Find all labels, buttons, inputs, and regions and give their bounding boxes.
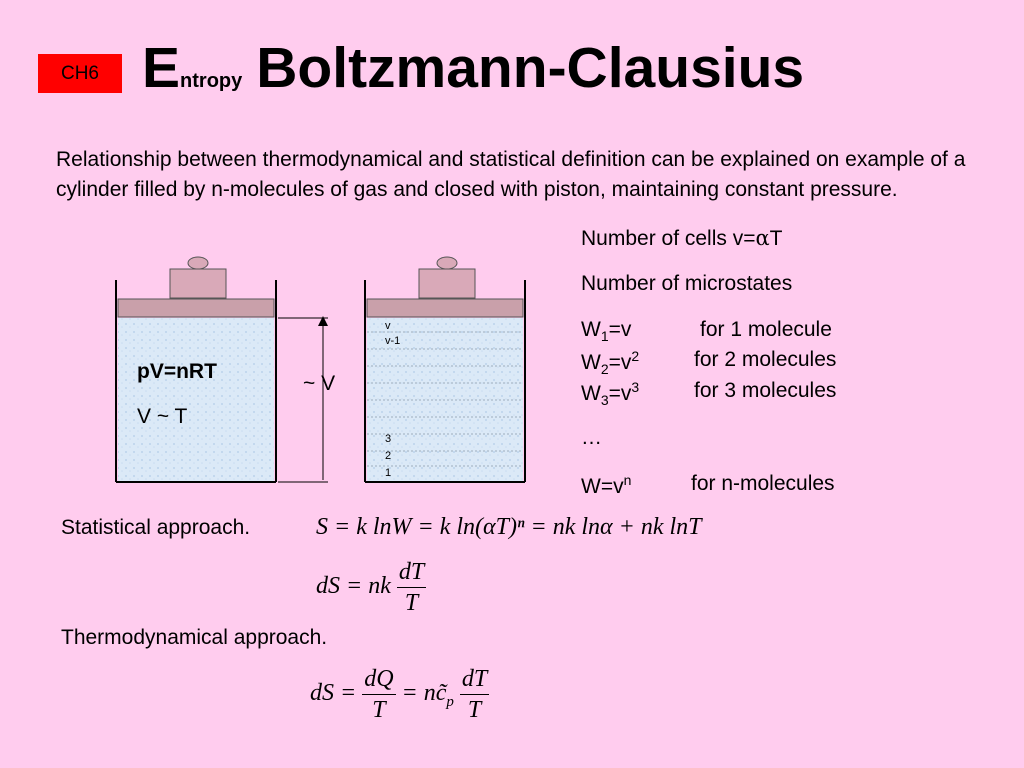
cell-label-3: 3	[385, 433, 392, 445]
entropy-differential-thermodynamical: dS = $\frac{dQ}{T}$ = $nc̃_p$ $\frac{dT}{T}$	[310, 666, 488, 723]
microstate-desc-3: for 3 molecules	[694, 379, 837, 402]
proportionality-label: V ~ T	[137, 405, 188, 428]
number-of-cells: Number of cells v=αT	[581, 226, 783, 250]
piston-weight	[419, 269, 475, 298]
entropy-differential-statistical: dS = nk $\frac{dT}{T}$	[316, 559, 425, 616]
microstate-row-3: $W_3=v^3$	[581, 379, 640, 409]
piston-weight	[170, 269, 226, 298]
cell-label-1: 1	[385, 467, 392, 479]
microstate-general-desc: for n-molecules	[691, 472, 835, 495]
cell-label-2: 2	[385, 450, 392, 462]
ellipsis: …	[581, 426, 602, 449]
number-of-microstates: Number of microstates	[581, 272, 793, 295]
cell-label-v: v	[385, 320, 391, 332]
piston	[367, 299, 523, 317]
thermodynamical-approach-label: Thermodynamical approach.	[61, 626, 328, 649]
microstate-row-1: $W_1=v$	[581, 318, 632, 345]
entropy-formula-statistical: S = k lnW = k ln(αT)ⁿ = nk lnα + nk lnT	[316, 514, 702, 540]
volume-label: ~ V	[303, 372, 336, 395]
page-title	[142, 36, 805, 100]
gas-fill	[118, 318, 274, 482]
piston	[118, 299, 274, 317]
volume-dimension	[278, 316, 328, 482]
statistical-approach-label: Statistical approach.	[61, 516, 251, 539]
weight-knob	[437, 257, 457, 269]
fraction-dT-over-T: $\frac{dT}{T}$	[461, 666, 488, 723]
weight-knob	[188, 257, 208, 269]
microstate-desc-2: for 2 molecules	[694, 348, 837, 371]
fraction-dQ-over-T: $\frac{dQ}{T}$	[364, 666, 394, 723]
title-main: Boltzmann-Clausius	[256, 36, 805, 100]
right-cylinder	[365, 257, 525, 482]
title-letter: E	[142, 36, 181, 100]
fraction-dT-over-T: $\frac{dT}{T}$	[398, 559, 425, 616]
chapter-badge: CH6	[38, 54, 122, 93]
intro-paragraph: Relationship between thermodynamical and statistical definition can be explained on example of a cylinder filled by n-molecules of gas and closed with piston, maintaining constant pressure.	[56, 148, 966, 201]
cell-label-v-minus-1: v-1	[385, 335, 401, 347]
microstate-general: $W=v^n$	[581, 472, 632, 498]
title-subword: ntropy	[180, 70, 243, 92]
microstate-desc-1: for 1 molecule	[700, 318, 832, 341]
ideal-gas-equation: pV=nRT	[137, 360, 217, 383]
microstate-row-2: $W_2=v^2$	[581, 348, 640, 378]
